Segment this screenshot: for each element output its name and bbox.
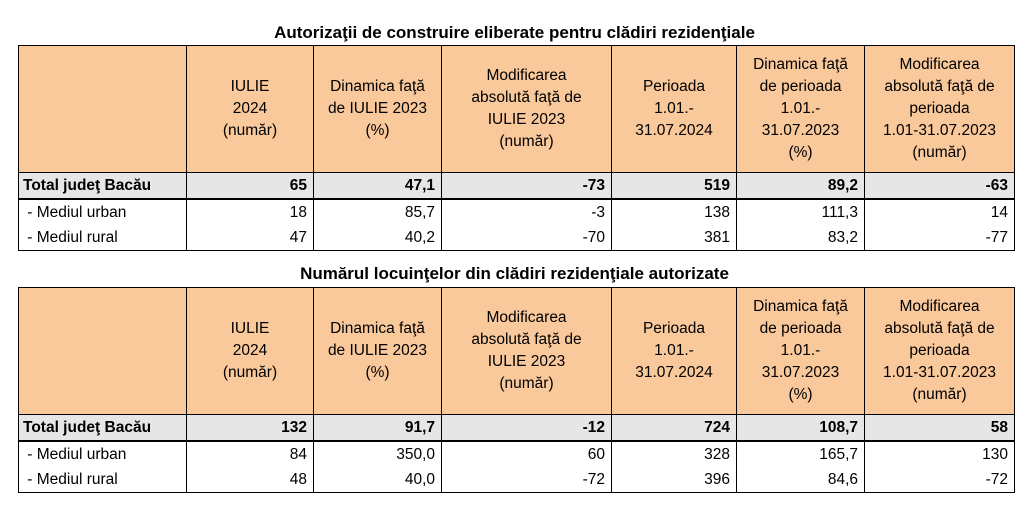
table-cell: -63 (865, 173, 1015, 200)
table-cell: 48 (187, 467, 314, 493)
column-header: Dinamica faţă de IULIE 2023 (%) (314, 288, 442, 415)
row-label: - Mediul urban (19, 199, 187, 225)
column-header: Modificarea absolută faţă de IULIE 2023 (număr) (442, 46, 612, 173)
table-cell: 108,7 (737, 415, 865, 442)
table-cell: 84 (187, 441, 314, 467)
total-row (19, 415, 1015, 442)
table-row (19, 441, 1015, 467)
table-cell: -77 (865, 225, 1015, 251)
column-header: Modificarea absolută faţă de perioada 1.01-31.07.2023 (număr) (865, 288, 1015, 415)
column-header: Modificarea absolută faţă de perioada 1.01-31.07.2023 (număr) (865, 46, 1015, 173)
column-header (19, 288, 187, 415)
table-cell: 65 (187, 173, 314, 200)
table-cell: 18 (187, 199, 314, 225)
header-row (19, 288, 1015, 415)
table-row (19, 467, 1015, 493)
table-cell: -72 (442, 467, 612, 493)
building-permits-table (18, 45, 1015, 251)
table-cell: 85,7 (314, 199, 442, 225)
row-label: Total judeţ Bacău (19, 173, 187, 200)
column-header: Perioada 1.01.- 31.07.2024 (612, 288, 737, 415)
table-cell: -70 (442, 225, 612, 251)
table2-title: Numărul locuinţelor din clădiri rezidenţiale autorizate (300, 264, 729, 283)
dwellings-table (18, 287, 1015, 493)
total-row (19, 173, 1015, 200)
table-cell: 111,3 (737, 199, 865, 225)
table-cell: 47,1 (314, 173, 442, 200)
table-cell: 58 (865, 415, 1015, 442)
column-header: Dinamica faţă de perioada 1.01.- 31.07.2023 (%) (737, 288, 865, 415)
table1-title: Autorizaţii de construire eliberate pentru clădiri rezidenţiale (274, 23, 755, 42)
table-cell: 396 (612, 467, 737, 493)
table-cell: 519 (612, 173, 737, 200)
table-row (19, 225, 1015, 251)
row-label: - Mediul rural (19, 467, 187, 493)
column-header (19, 46, 187, 173)
column-header: Modificarea absolută faţă de IULIE 2023 (număr) (442, 288, 612, 415)
table-cell: 60 (442, 441, 612, 467)
table-cell: 84,6 (737, 467, 865, 493)
column-header: Dinamica faţă de IULIE 2023 (%) (314, 46, 442, 173)
row-label: Total judeţ Bacău (19, 415, 187, 442)
row-label: - Mediul urban (19, 441, 187, 467)
column-header: Perioada 1.01.- 31.07.2024 (612, 46, 737, 173)
table-row (19, 199, 1015, 225)
table-cell: 381 (612, 225, 737, 251)
table-cell: 14 (865, 199, 1015, 225)
table-cell: 165,7 (737, 441, 865, 467)
table-cell: 130 (865, 441, 1015, 467)
table-cell: 138 (612, 199, 737, 225)
table-cell: 40,0 (314, 467, 442, 493)
table-cell: 40,2 (314, 225, 442, 251)
table-cell: -72 (865, 467, 1015, 493)
row-label: - Mediul rural (19, 225, 187, 251)
table-cell: -3 (442, 199, 612, 225)
column-header: IULIE 2024 (număr) (187, 46, 314, 173)
table-cell: 328 (612, 441, 737, 467)
table-cell: -12 (442, 415, 612, 442)
column-header: IULIE 2024 (număr) (187, 288, 314, 415)
table-cell: 350,0 (314, 441, 442, 467)
column-header: Dinamica faţă de perioada 1.01.- 31.07.2023 (%) (737, 46, 865, 173)
table-cell: -73 (442, 173, 612, 200)
table-cell: 89,2 (737, 173, 865, 200)
table-cell: 47 (187, 225, 314, 251)
table-cell: 91,7 (314, 415, 442, 442)
table-cell: 83,2 (737, 225, 865, 251)
header-row (19, 46, 1015, 173)
table-cell: 132 (187, 415, 314, 442)
table-cell: 724 (612, 415, 737, 442)
